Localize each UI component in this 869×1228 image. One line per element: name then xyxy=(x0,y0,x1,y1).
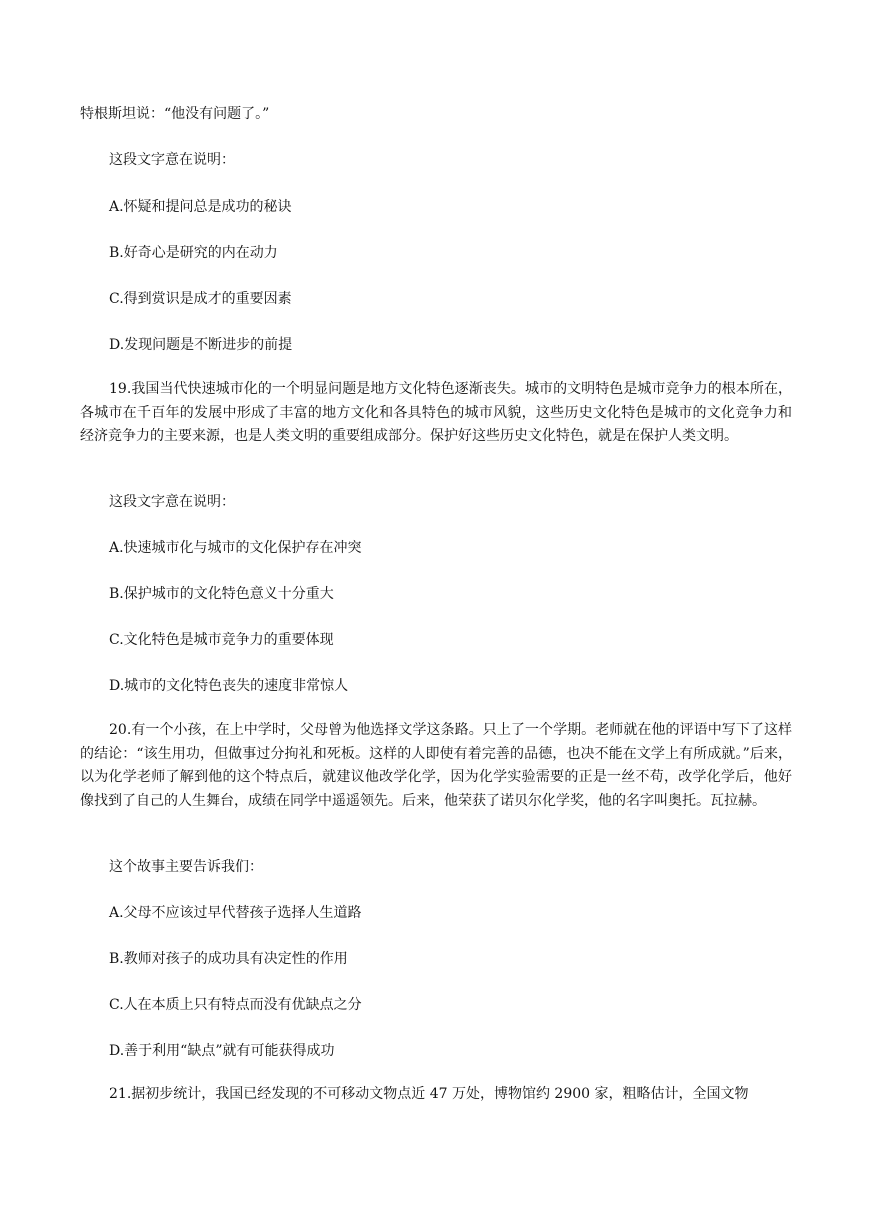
q19-option-d: D.城市的文化特色丧失的速度非常惊人 xyxy=(109,678,349,694)
q19-stem: 这段文字意在说明： xyxy=(109,494,235,510)
q18-option-d: D.发现问题是不断进步的前提 xyxy=(109,337,293,353)
q20-option-b: B.教师对孩子的成功具有决定性的作用 xyxy=(109,951,348,967)
continued-text-line: 特根斯坦说：“他没有问题了。” xyxy=(80,106,270,122)
q18-option-b: B.好奇心是研究的内在动力 xyxy=(109,245,278,261)
q19-passage: 19.我国当代快速城市化的一个明显问题是地方文化特色逐渐丧失。城市的文明特色是城市竞争力的根本所在，各城市在千百年的发展中形成了丰富的地方文化和各具特色的城市风貌，这些历史文化特色是城市的文化竞争力和经济竞争力的主要来源，也是人类文明的重要组成部分。保护好这些历史文化特色，就是在保护人类文明。 xyxy=(80,381,792,444)
q21-passage: 21.据初步统计，我国已经发现的不可移动文物点近 47 万处，博物馆约 2900 家，粗略估计，全国文物 xyxy=(109,1086,749,1102)
q18-option-a: A.怀疑和提问总是成功的秘诀 xyxy=(109,199,292,215)
q20-option-d: D.善于利用“缺点”就有可能获得成功 xyxy=(109,1043,335,1059)
q19-option-c: C.文化特色是城市竞争力的重要体现 xyxy=(109,632,334,648)
q20-passage: 20.有一个小孩，在上中学时，父母曾为他选择文学这条路。只上了一个学期。老师就在他的评语中写下了这样的结论：“该生用功，但做事过分拘礼和死板。这样的人即使有着完善的品德，也决不能在文学上有所成就。”后来，以为化学老师了解到他的这个特点后，就建议他改学化学，因为化学实验需要的正是一丝不苟，改学化学后，他好像找到了自己的人生舞台，成绩在同学中遥遥领先。后来，他荣获了诺贝尔化学奖，他的名字叫奥托。瓦拉赫。 xyxy=(80,722,792,809)
q19-option-a: A.快速城市化与城市的文化保护存在冲突 xyxy=(109,540,362,556)
q19-option-b: B.保护城市的文化特色意义十分重大 xyxy=(109,586,334,602)
q20-option-a: A.父母不应该过早代替孩子选择人生道路 xyxy=(109,905,362,921)
q20-stem: 这个故事主要告诉我们： xyxy=(109,859,263,875)
q20-option-c: C.人在本质上只有特点而没有优缺点之分 xyxy=(109,997,362,1013)
q18-stem: 这段文字意在说明： xyxy=(109,152,235,168)
q18-option-c: C.得到赏识是成才的重要因素 xyxy=(109,291,292,307)
